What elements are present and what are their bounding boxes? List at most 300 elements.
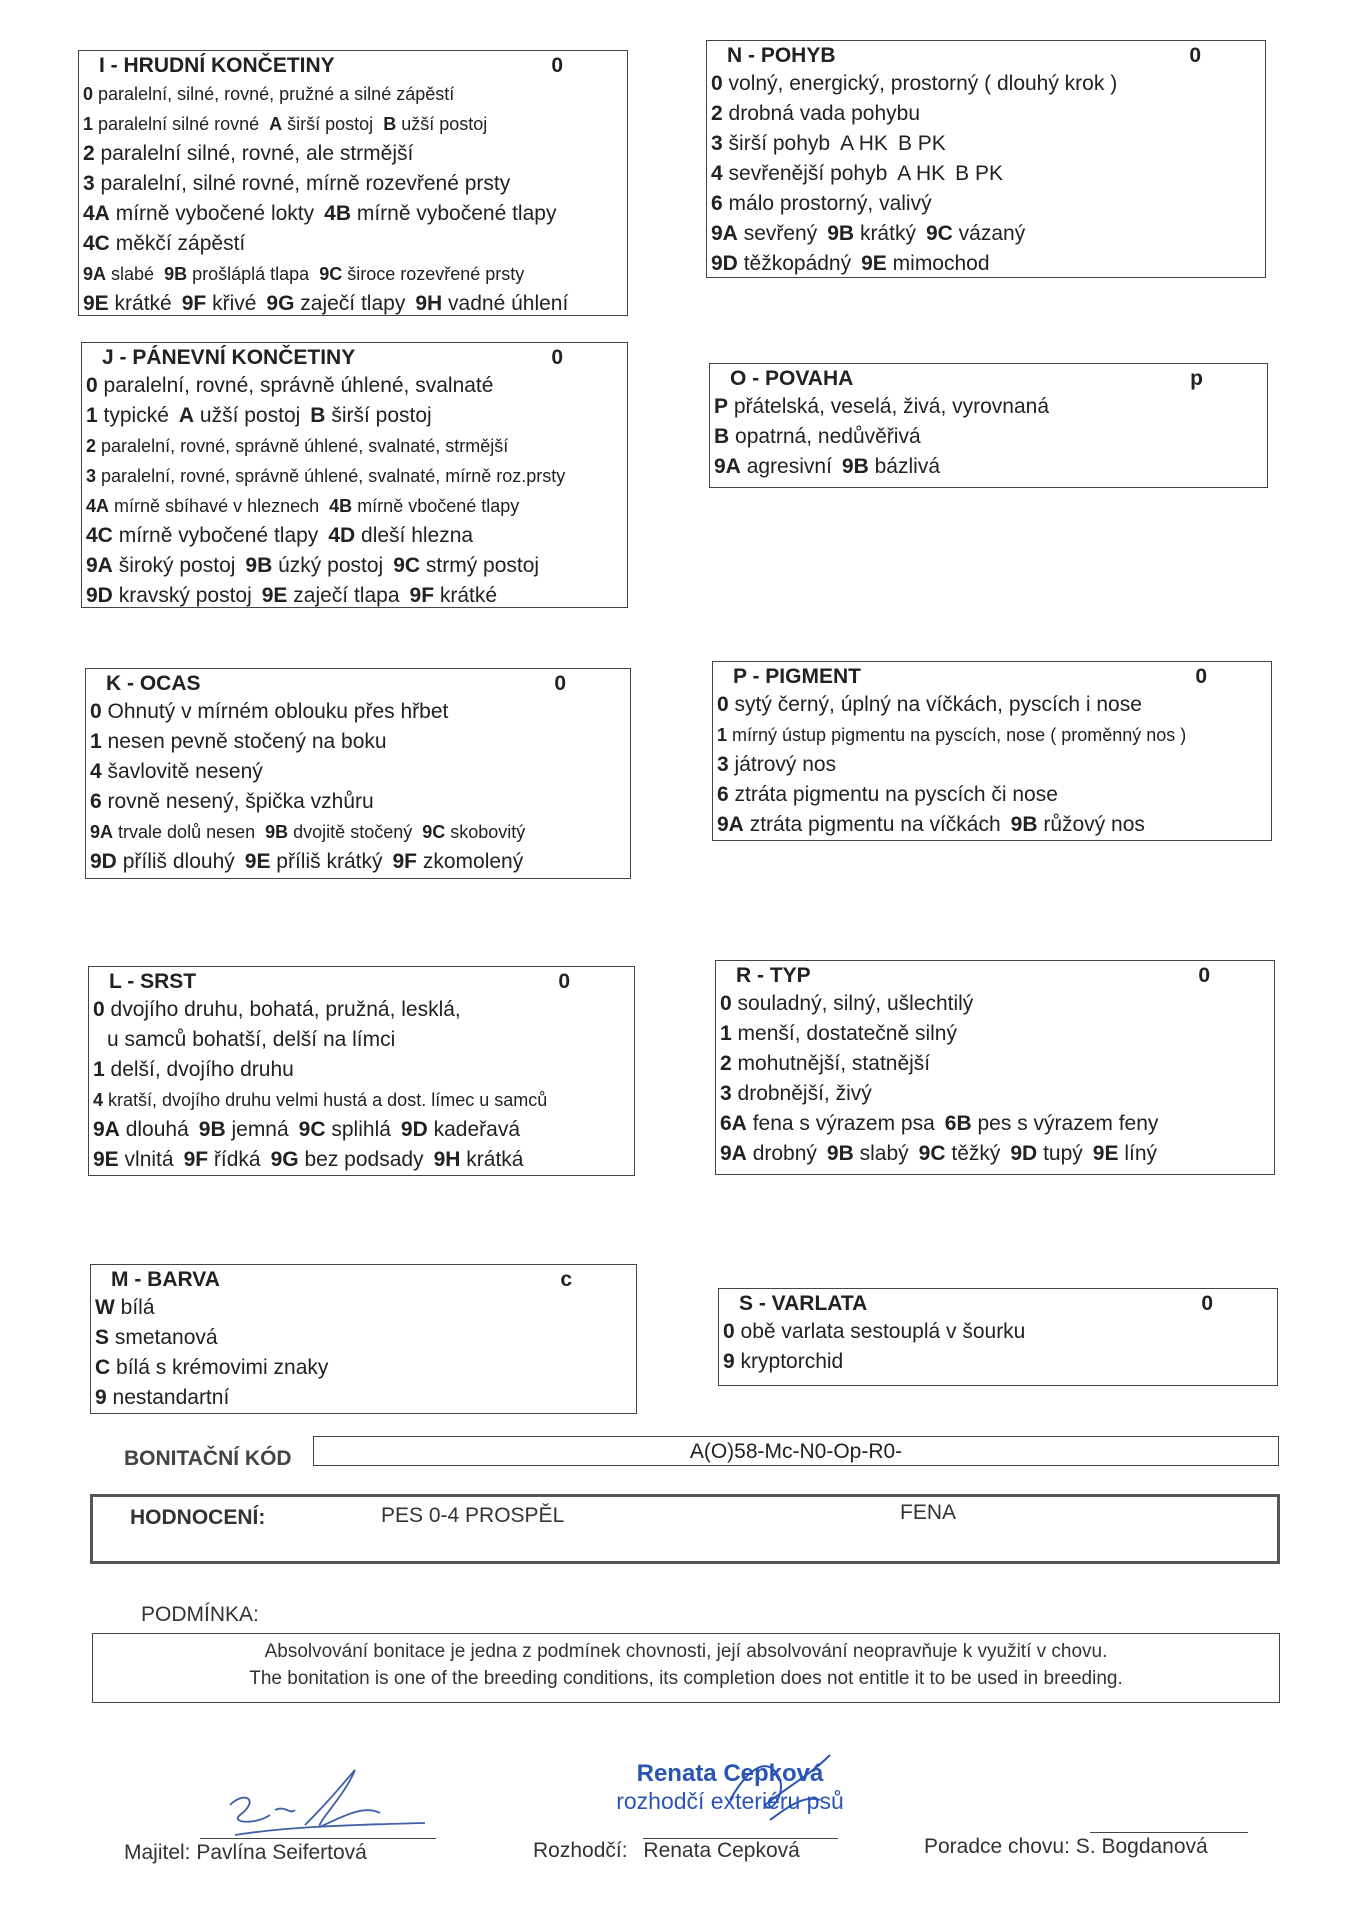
option-line bbox=[93, 1115, 630, 1145]
option-code: 6B bbox=[944, 1112, 972, 1135]
option-code: 0 bbox=[720, 992, 732, 1015]
option-code: 4A bbox=[86, 496, 110, 516]
option-text: kravský postoj bbox=[118, 584, 252, 607]
option-text: agresivní bbox=[746, 455, 832, 478]
rozhodci-name: Renata Cepková bbox=[643, 1839, 800, 1862]
section-header bbox=[714, 366, 1263, 392]
option-line bbox=[83, 199, 623, 229]
option-line bbox=[711, 69, 1261, 99]
option-item bbox=[711, 252, 851, 275]
option-item bbox=[720, 992, 973, 1015]
option-item bbox=[827, 1142, 909, 1165]
option-item bbox=[179, 404, 300, 427]
option-text: krátké bbox=[439, 584, 498, 607]
option-item bbox=[95, 1356, 328, 1379]
podminka-box bbox=[92, 1633, 1280, 1703]
option-code: 2 bbox=[83, 142, 95, 165]
option-item bbox=[723, 1320, 1025, 1343]
option-text: slabý bbox=[859, 1142, 909, 1165]
option-text: ztráta pigmentu na pyscích či nose bbox=[734, 783, 1058, 806]
option-item bbox=[401, 1118, 520, 1141]
option-item bbox=[714, 455, 832, 478]
option-code: 4B bbox=[324, 202, 351, 225]
option-code: 6 bbox=[717, 783, 729, 806]
majitel-name: Pavlína Seifertová bbox=[196, 1841, 367, 1864]
option-item bbox=[245, 850, 383, 873]
option-text: nestandartní bbox=[112, 1386, 230, 1409]
option-line bbox=[90, 787, 626, 817]
option-item bbox=[926, 222, 1025, 245]
option-text: delší, dvojího druhu bbox=[110, 1058, 294, 1081]
option-text: řídká bbox=[213, 1148, 261, 1171]
section-value: 0 bbox=[551, 54, 563, 77]
option-code: 9C bbox=[319, 264, 343, 284]
section-header bbox=[717, 664, 1267, 690]
option-text: užší postoj bbox=[401, 114, 488, 134]
option-item bbox=[945, 1112, 1159, 1135]
stamp-role: rozhodčí exteriéru psů bbox=[616, 1788, 844, 1814]
option-line bbox=[714, 452, 1263, 482]
option-item bbox=[86, 524, 318, 547]
option-item bbox=[83, 84, 454, 104]
option-item bbox=[86, 584, 252, 607]
option-code: 2 bbox=[86, 436, 97, 456]
option-item bbox=[86, 436, 508, 456]
option-line bbox=[83, 109, 623, 139]
option-line bbox=[720, 1079, 1270, 1109]
option-code: B bbox=[714, 425, 730, 448]
option-item bbox=[86, 466, 565, 486]
section-title: N - POHYB bbox=[727, 44, 836, 67]
option-item bbox=[720, 1142, 817, 1165]
option-code: 9B bbox=[164, 264, 188, 284]
option-line bbox=[93, 995, 630, 1025]
option-text: užší postoj bbox=[199, 404, 301, 427]
option-text: paralelní, rovné, správně úhlené, svalnaté, mírně roz.prsty bbox=[101, 466, 566, 486]
option-code: 1 bbox=[720, 1022, 732, 1045]
option-line bbox=[717, 690, 1267, 720]
option-code: 4C bbox=[83, 232, 110, 255]
option-text: souladný, silný, ušlechtilý bbox=[737, 992, 974, 1015]
hodnoceni-label: HODNOCENÍ: bbox=[130, 1506, 266, 1529]
option-item bbox=[93, 1090, 547, 1110]
section-R bbox=[715, 960, 1275, 1175]
option-item bbox=[86, 496, 319, 516]
option-text: paralelní silné, rovné, ale strmější bbox=[100, 142, 414, 165]
option-code: 0 bbox=[93, 998, 105, 1021]
option-text: široce rozevřené prsty bbox=[347, 264, 525, 284]
option-code: 4C bbox=[86, 524, 113, 547]
option-text: skobovitý bbox=[450, 822, 526, 842]
podminka-text-cz: Absolvování bonitace je jedna z podmínek chovnosti, její absolvování neopravňuje k využití v chovu. bbox=[264, 1641, 1108, 1662]
option-text: paralelní silné rovné bbox=[98, 114, 260, 134]
option-text: příliš dlouhý bbox=[122, 850, 235, 873]
option-item bbox=[90, 700, 448, 723]
section-value: 0 bbox=[1189, 44, 1201, 67]
option-code: 9B bbox=[1010, 813, 1038, 836]
option-item bbox=[861, 252, 989, 275]
option-text: Ohnutý v mírném oblouku přes hřbet bbox=[107, 700, 449, 723]
option-text: typické bbox=[103, 404, 169, 427]
poradce-signature bbox=[924, 1835, 1208, 1859]
option-code: 9B bbox=[265, 822, 289, 842]
option-code: 9F bbox=[409, 584, 435, 607]
option-text: sevřenější pohyb bbox=[728, 162, 888, 185]
option-item bbox=[714, 395, 1049, 418]
option-item bbox=[415, 292, 568, 315]
section-header bbox=[711, 43, 1261, 69]
option-item bbox=[93, 998, 461, 1021]
option-text: dlouhá bbox=[125, 1118, 189, 1141]
option-code: 9A bbox=[711, 222, 738, 245]
option-code: 9F bbox=[183, 1148, 209, 1171]
option-line bbox=[93, 1085, 630, 1115]
section-value: 0 bbox=[558, 970, 570, 993]
option-text: rovně nesený, špička vzhůru bbox=[107, 790, 374, 813]
option-code: 9A bbox=[720, 1142, 747, 1165]
option-code: 3 bbox=[711, 132, 723, 155]
option-code: 0 bbox=[90, 700, 102, 723]
section-title: K - OCAS bbox=[106, 672, 201, 695]
option-item bbox=[717, 693, 1142, 716]
option-item bbox=[410, 584, 498, 607]
option-line bbox=[711, 129, 1261, 159]
option-item bbox=[1011, 813, 1145, 836]
option-code: 9D bbox=[86, 584, 113, 607]
option-item bbox=[392, 850, 523, 873]
stamp-name: Renata Cepková bbox=[636, 1760, 824, 1787]
hodnoceni-box bbox=[90, 1494, 1280, 1564]
option-text: zkomolený bbox=[422, 850, 524, 873]
option-item bbox=[83, 264, 154, 284]
option-line bbox=[711, 249, 1261, 279]
section-title: J - PÁNEVNÍ KONČETINY bbox=[102, 346, 356, 369]
option-text: sevřený bbox=[743, 222, 818, 245]
option-code: 9B bbox=[826, 1142, 854, 1165]
option-text: paralelní, rovné, správně úhlené, svalnaté bbox=[103, 374, 494, 397]
section-P bbox=[712, 661, 1272, 841]
option-text: paralelní, silné, rovné, pružné a silné zápěstí bbox=[98, 84, 455, 104]
option-text: drobnější, živý bbox=[737, 1082, 872, 1105]
bonitacni-kod-field: A(O)58-Mc-N0-Op-R0- bbox=[313, 1436, 1279, 1466]
option-text: bílá s krémovimi znaky bbox=[116, 1356, 329, 1379]
section-title: L - SRST bbox=[109, 970, 197, 993]
option-line bbox=[717, 780, 1267, 810]
option-code: 4A bbox=[83, 202, 110, 225]
option-item bbox=[164, 264, 309, 284]
option-item bbox=[262, 584, 400, 607]
hodnoceni-pes: PES 0-4 PROSPĚL bbox=[381, 1504, 565, 1527]
option-code: 9A bbox=[717, 813, 744, 836]
option-text: úzký postoj bbox=[278, 554, 384, 577]
option-code: 1 bbox=[86, 404, 98, 427]
poradce-underline bbox=[1090, 1832, 1248, 1833]
option-text: příliš krátký bbox=[276, 850, 383, 873]
section-value: 0 bbox=[551, 346, 563, 369]
option-text: volný, energický, prostorný ( dlouhý krok ) bbox=[728, 72, 1118, 95]
option-code: B bbox=[310, 404, 326, 427]
option-text: kadeřavá bbox=[433, 1118, 521, 1141]
section-header bbox=[93, 969, 630, 995]
bonitacni-kod-label: BONITAČNÍ KÓD bbox=[124, 1447, 292, 1470]
option-line bbox=[83, 79, 623, 109]
option-line bbox=[714, 392, 1263, 422]
option-line bbox=[90, 847, 626, 877]
section-K bbox=[85, 668, 631, 879]
option-code: 4 bbox=[93, 1090, 104, 1110]
option-text: fena s výrazem psa bbox=[752, 1112, 935, 1135]
option-line bbox=[714, 422, 1263, 452]
option-code: A bbox=[178, 404, 195, 427]
option-item bbox=[711, 192, 932, 215]
option-item bbox=[86, 404, 169, 427]
option-text: jemná bbox=[231, 1118, 289, 1141]
option-line bbox=[93, 1145, 630, 1175]
option-text: nesen pevně stočený na boku bbox=[107, 730, 387, 753]
option-code: 9 bbox=[723, 1350, 735, 1373]
option-line bbox=[95, 1293, 632, 1323]
option-code: 9G bbox=[266, 292, 295, 315]
option-text: široký postoj bbox=[118, 554, 236, 577]
majitel-signature bbox=[124, 1841, 367, 1865]
option-item bbox=[199, 1118, 289, 1141]
option-text: B PK bbox=[897, 132, 946, 155]
option-item bbox=[324, 202, 556, 225]
option-item bbox=[86, 554, 235, 577]
section-value: 0 bbox=[1198, 964, 1210, 987]
option-line bbox=[86, 461, 623, 491]
section-title: I - HRUDNÍ KONČETINY bbox=[99, 54, 335, 77]
option-code: 9E bbox=[1092, 1142, 1119, 1165]
option-code: 1 bbox=[83, 114, 94, 134]
option-code: 9 bbox=[95, 1386, 107, 1409]
option-line bbox=[86, 551, 623, 581]
option-item bbox=[299, 1118, 391, 1141]
option-line bbox=[93, 1025, 630, 1055]
option-line bbox=[711, 189, 1261, 219]
option-text: paralelní, rovné, správně úhlené, svalnaté, strmější bbox=[101, 436, 509, 456]
section-header bbox=[86, 345, 623, 371]
option-code: 9E bbox=[83, 292, 109, 315]
option-item bbox=[720, 1022, 957, 1045]
option-code: 6 bbox=[90, 790, 102, 813]
option-code: W bbox=[95, 1296, 115, 1319]
option-item bbox=[723, 1350, 843, 1373]
option-text: prošláplá tlapa bbox=[192, 264, 310, 284]
option-text: krátká bbox=[466, 1148, 524, 1171]
option-line bbox=[711, 99, 1261, 129]
option-line bbox=[95, 1383, 632, 1413]
option-item bbox=[265, 822, 412, 842]
option-line bbox=[90, 817, 626, 847]
section-header bbox=[723, 1291, 1273, 1317]
option-text: líný bbox=[1124, 1142, 1157, 1165]
option-item bbox=[717, 813, 1001, 836]
option-item bbox=[90, 790, 374, 813]
option-text: opatrná, nedůvěřivá bbox=[735, 425, 921, 448]
option-code: 1 bbox=[717, 725, 728, 745]
option-item bbox=[83, 172, 510, 195]
judge-signature bbox=[710, 1745, 850, 1835]
option-code: 3 bbox=[717, 753, 729, 776]
option-text: mírně vybočené tlapy bbox=[118, 524, 319, 547]
option-text: zaječí tlapy bbox=[300, 292, 406, 315]
option-text: vázaný bbox=[958, 222, 1026, 245]
option-code: 3 bbox=[86, 466, 97, 486]
option-text: kryptorchid bbox=[740, 1350, 844, 1373]
option-text: mírně vybočené lokty bbox=[115, 202, 315, 225]
option-item bbox=[711, 102, 920, 125]
option-item bbox=[245, 554, 383, 577]
section-title: O - POVAHA bbox=[730, 367, 854, 390]
option-text: tupý bbox=[1043, 1142, 1083, 1165]
option-code: 9C bbox=[298, 1118, 326, 1141]
option-code: 9C bbox=[393, 554, 421, 577]
section-value: 0 bbox=[554, 672, 566, 695]
option-item bbox=[329, 496, 519, 516]
option-item bbox=[714, 425, 921, 448]
owner-signature bbox=[215, 1765, 445, 1845]
option-code: 9F bbox=[181, 292, 207, 315]
option-text: širší pohyb bbox=[728, 132, 831, 155]
option-item bbox=[93, 1028, 395, 1051]
option-item bbox=[383, 114, 487, 134]
option-line bbox=[711, 219, 1261, 249]
option-item bbox=[720, 1052, 930, 1075]
option-text: bílá bbox=[120, 1296, 155, 1319]
option-item bbox=[310, 404, 431, 427]
option-code: 9A bbox=[90, 822, 114, 842]
option-code: 9C bbox=[918, 1142, 946, 1165]
option-code: 3 bbox=[83, 172, 95, 195]
option-text: splihlá bbox=[331, 1118, 391, 1141]
section-value: 0 bbox=[1201, 1292, 1213, 1315]
option-item bbox=[717, 725, 1186, 745]
option-text: mírný ústup pigmentu na pyscích, nose ( proměnný nos ) bbox=[732, 725, 1187, 745]
option-item bbox=[83, 114, 259, 134]
option-line bbox=[717, 810, 1267, 840]
section-J bbox=[81, 342, 628, 608]
rozhodci-label: Rozhodčí: bbox=[533, 1839, 628, 1862]
option-line bbox=[95, 1323, 632, 1353]
option-code: 9D bbox=[90, 850, 117, 873]
section-S bbox=[718, 1288, 1278, 1386]
option-item bbox=[90, 822, 255, 842]
option-line bbox=[711, 159, 1261, 189]
option-line bbox=[723, 1347, 1273, 1377]
option-text: menší, dostatečně silný bbox=[737, 1022, 957, 1045]
option-line bbox=[83, 229, 623, 259]
option-line bbox=[86, 581, 623, 611]
option-text: B PK bbox=[955, 162, 1004, 185]
option-item bbox=[93, 1148, 174, 1171]
option-code: 2 bbox=[720, 1052, 732, 1075]
section-title: P - PIGMENT bbox=[733, 665, 861, 688]
option-code: B bbox=[383, 114, 397, 134]
option-item bbox=[83, 142, 413, 165]
option-text: trvale dolů nesen bbox=[118, 822, 256, 842]
option-item bbox=[919, 1142, 1001, 1165]
option-text: přátelská, veselá, živá, vyrovnaná bbox=[733, 395, 1050, 418]
option-text: bázlivá bbox=[874, 455, 940, 478]
section-header bbox=[95, 1267, 632, 1293]
option-line bbox=[83, 259, 623, 289]
option-text: kratší, dvojího druhu velmi hustá a dost. límec u samců bbox=[108, 1090, 548, 1110]
option-code: 9F bbox=[392, 850, 417, 873]
option-text: slabé bbox=[111, 264, 155, 284]
option-item bbox=[182, 292, 257, 315]
option-text: zaječí tlapa bbox=[293, 584, 400, 607]
option-code: 3 bbox=[720, 1082, 732, 1105]
option-line bbox=[86, 521, 623, 551]
option-line bbox=[720, 1019, 1270, 1049]
option-item bbox=[95, 1296, 155, 1319]
option-code: 4D bbox=[328, 524, 356, 547]
option-line bbox=[720, 989, 1270, 1019]
option-item bbox=[842, 455, 940, 478]
option-text: smetanová bbox=[114, 1326, 218, 1349]
option-code: 9H bbox=[415, 292, 443, 315]
option-text: šavlovitě nesený bbox=[107, 760, 263, 783]
option-line bbox=[90, 757, 626, 787]
option-item bbox=[720, 1082, 872, 1105]
option-text: mírně sbíhavé v hleznech bbox=[114, 496, 320, 516]
option-item bbox=[840, 132, 888, 155]
option-item bbox=[1093, 1142, 1157, 1165]
option-line bbox=[86, 401, 623, 431]
option-code: 9H bbox=[433, 1148, 461, 1171]
section-M bbox=[90, 1264, 637, 1414]
option-text: strmý postoj bbox=[425, 554, 540, 577]
option-item bbox=[898, 132, 946, 155]
option-item bbox=[95, 1326, 218, 1349]
option-item bbox=[897, 162, 945, 185]
option-item bbox=[955, 162, 1003, 185]
option-code: 0 bbox=[711, 72, 723, 95]
option-line bbox=[90, 697, 626, 727]
section-title: R - TYP bbox=[736, 964, 811, 987]
option-line bbox=[86, 371, 623, 401]
option-item bbox=[90, 760, 263, 783]
option-code: 6A bbox=[720, 1112, 747, 1135]
option-code: 0 bbox=[717, 693, 729, 716]
option-text: vadné úhlení bbox=[448, 292, 569, 315]
option-line bbox=[720, 1049, 1270, 1079]
option-code: 0 bbox=[83, 84, 94, 104]
option-text: širší postoj bbox=[331, 404, 432, 427]
option-text: dvojitě stočený bbox=[293, 822, 413, 842]
option-text: obě varlata sestouplá v šourku bbox=[740, 1320, 1026, 1343]
option-code: 9C bbox=[925, 222, 953, 245]
majitel-label: Majitel: bbox=[124, 1841, 191, 1864]
option-code: 9B bbox=[827, 222, 855, 245]
rozhodci-signature bbox=[533, 1839, 800, 1863]
option-text: A HK bbox=[840, 132, 888, 155]
option-text: bez podsady bbox=[304, 1148, 424, 1171]
section-value: 0 bbox=[1195, 665, 1207, 688]
option-text: sytý černý, úplný na víčkách, pyscích i nose bbox=[734, 693, 1142, 716]
option-item bbox=[717, 783, 1058, 806]
option-code: 9B bbox=[841, 455, 869, 478]
option-line bbox=[83, 289, 623, 319]
option-item bbox=[319, 264, 524, 284]
option-item bbox=[95, 1386, 229, 1409]
option-code: 0 bbox=[723, 1320, 735, 1343]
option-text: mohutnější, statnější bbox=[737, 1052, 931, 1075]
option-item bbox=[434, 1148, 524, 1171]
option-line bbox=[90, 727, 626, 757]
option-line bbox=[720, 1109, 1270, 1139]
